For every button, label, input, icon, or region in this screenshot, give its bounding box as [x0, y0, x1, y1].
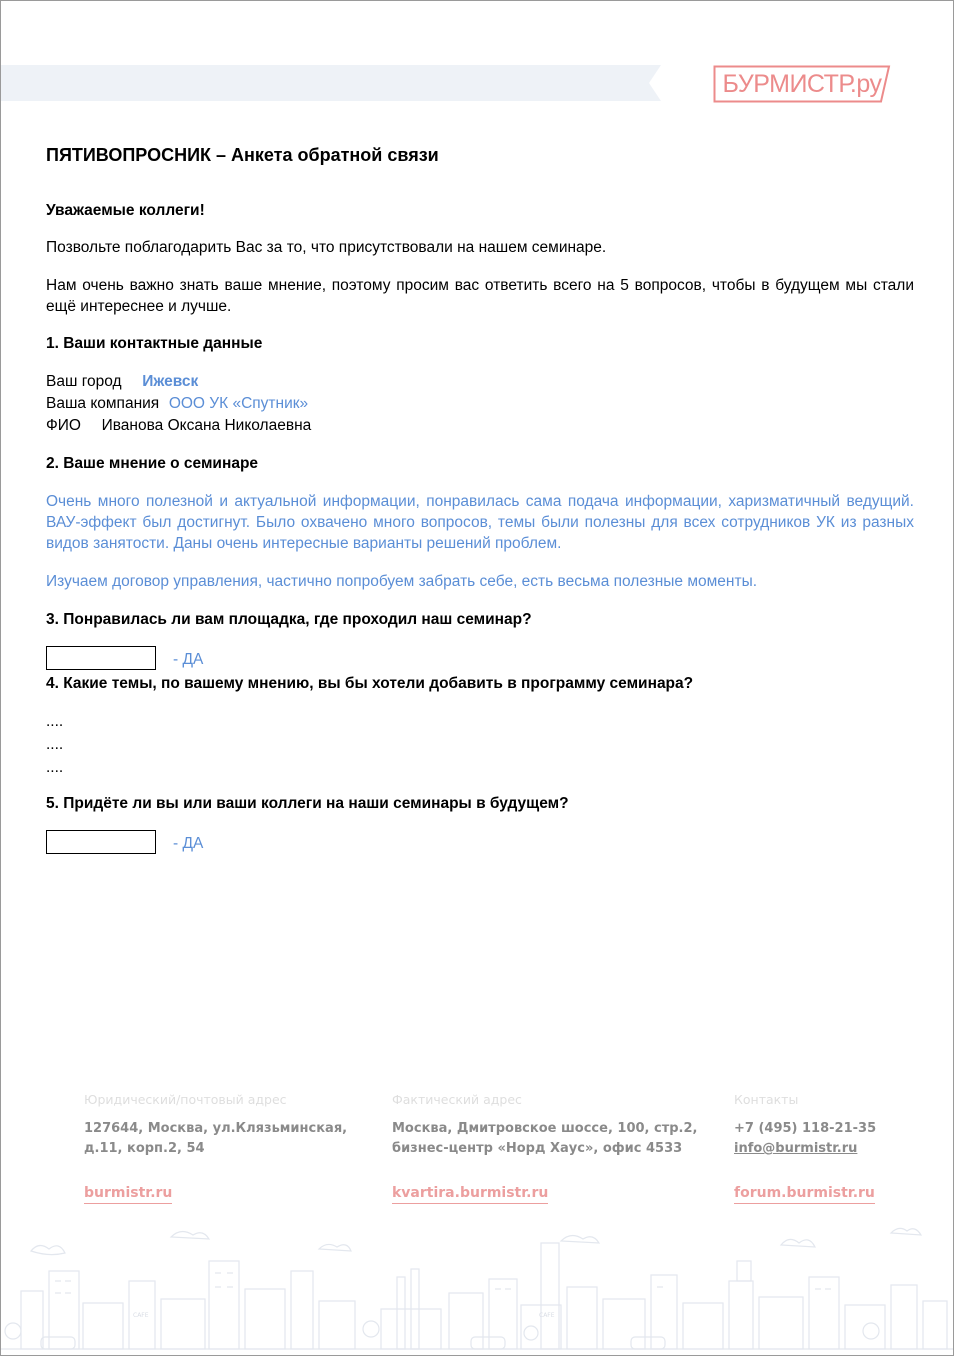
fio-value: Иванова Оксана Николаевна: [101, 417, 312, 434]
header-band: [1, 65, 661, 101]
greeting: Уважаемые коллеги!: [46, 202, 205, 219]
question-3-answer-box[interactable]: [46, 646, 156, 670]
footer-actual-address: [392, 1091, 697, 1159]
legal-address-line: 127644, Москва, ул.Клязьминская,: [84, 1121, 348, 1136]
contact-phone[interactable]: +7 (495) 118-21-35: [734, 1121, 877, 1136]
city-value: Ижевск: [142, 373, 199, 390]
contacts-heading: Контакты: [734, 1092, 799, 1107]
footer-legal-address: [84, 1091, 347, 1159]
logo-text: БУРМИСТР.ру: [722, 70, 882, 98]
question-4-heading: 4. Какие темы, по вашему мнению, вы бы хотели добавить в программу семинара?: [46, 675, 694, 692]
question-5-heading: 5. Придёте ли вы или ваши коллеги на наши семинары в будущем?: [46, 795, 569, 812]
link-kvartira[interactable]: kvartira.burmistr.ru: [392, 1185, 548, 1204]
question-5-answer: - ДА: [173, 835, 204, 852]
city-label: Ваш город: [46, 373, 122, 390]
document-title: ПЯТИВОПРОСНИК – Анкета обратной связи: [46, 145, 439, 165]
company-label: Ваша компания: [46, 395, 160, 412]
question-5-answer-box[interactable]: [46, 830, 156, 854]
link-burmistr[interactable]: burmistr.ru: [84, 1185, 172, 1204]
question-4-line: ....: [46, 736, 64, 753]
fio-row: [46, 415, 311, 436]
question-3-heading: 3. Понравилась ли вам площадка, где проходил наш семинар?: [46, 611, 532, 628]
contact-email[interactable]: info@burmistr.ru: [734, 1141, 858, 1156]
actual-address-line: Москва, Дмитровское шоссе, 100, стр.2,: [392, 1121, 698, 1136]
city-skyline-illustration: [1, 1221, 953, 1355]
question-4-line: ....: [46, 713, 64, 730]
question-1-heading: 1. Ваши контактные данные: [46, 335, 263, 352]
thanks-paragraph: Позвольте поблагодарить Вас за то, что присутствовали на нашем семинаре.: [46, 239, 607, 256]
actual-address-line: бизнес-центр «Норд Хаус», офис 4533: [392, 1141, 683, 1156]
burmistr-logo[interactable]: [713, 65, 891, 103]
question-4-line: ....: [46, 759, 64, 776]
actual-address-heading: Фактический адрес: [392, 1092, 522, 1107]
link-forum[interactable]: forum.burmistr.ru: [734, 1185, 875, 1204]
legal-address-line: д.11, корп.2, 54: [84, 1141, 205, 1156]
question-3-answer: - ДА: [173, 651, 204, 668]
cafe-sign: CAFE: [133, 1312, 149, 1319]
question-2-heading: 2. Ваше мнение о семинаре: [46, 455, 259, 472]
question-2-answer-2: Изучаем договор управления, частично попробуем забрать себе, есть весьма полезные моменты.: [46, 573, 758, 590]
company-row: [46, 393, 308, 414]
intro-paragraph: Нам очень важно знать ваше мнение, поэтому просим вас ответить всего на 5 вопросов, чтобы в будущем мы стали ещё интереснее и лучше.: [46, 277, 914, 315]
question-2-answer-1: Очень много полезной и актуальной информации, понравилась сама подача информации, харизматичный ведущий. ВАУ-эффект был достигнут. Было охвачено много вопросов, темы были полезны для всех сотрудников УК из разных видов занятости. Даны очень интересные варианты решений проблем.: [46, 493, 914, 552]
fio-label: ФИО: [46, 417, 81, 434]
footer-contacts: [734, 1091, 876, 1159]
cafe-sign: CAFE: [539, 1312, 555, 1319]
company-value: ООО УК «Спутник»: [168, 395, 309, 412]
legal-address-heading: Юридический/почтовый адрес: [84, 1092, 287, 1107]
city-row: [46, 371, 198, 392]
